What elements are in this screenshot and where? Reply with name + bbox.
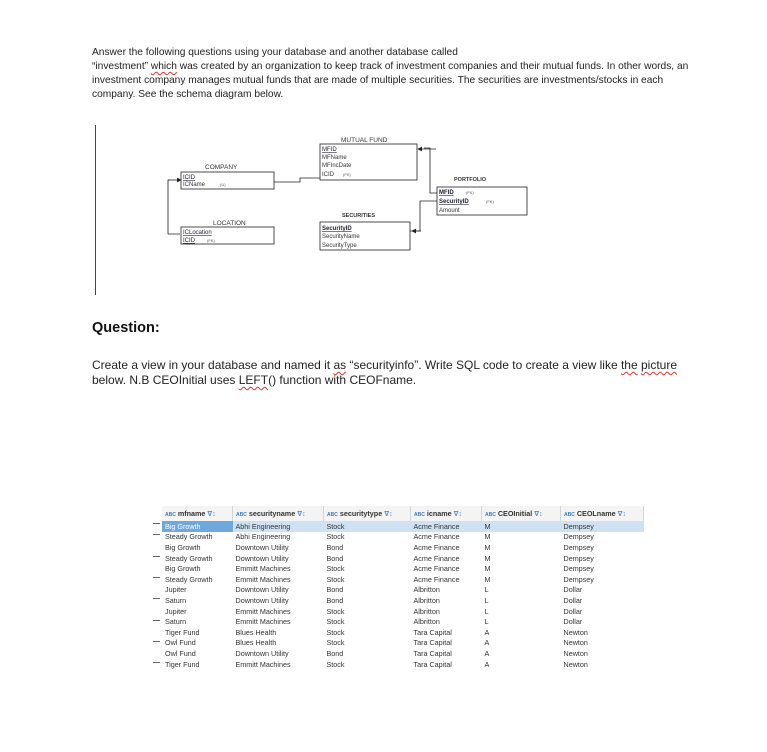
- question-text: [92, 358, 712, 388]
- intro-which: which: [150, 61, 177, 72]
- cell-icname[interactable]: Albritton: [413, 606, 440, 616]
- cell-mfname[interactable]: Big Growth: [165, 542, 201, 552]
- mutual-fund-field-4: ICID: [322, 172, 334, 178]
- location-field-1: ICLocation: [183, 230, 212, 236]
- cell-securitytype[interactable]: Bond: [326, 648, 344, 658]
- filter-icon[interactable]: ∇↕: [297, 511, 306, 518]
- cell-mfname[interactable]: Steady Growth: [165, 574, 213, 584]
- cell-securitytype[interactable]: Stock: [326, 574, 345, 584]
- cell-mfname[interactable]: Jupiter: [165, 606, 187, 616]
- cell-ceoinitial[interactable]: M: [484, 564, 491, 574]
- cell-icname[interactable]: Albritton: [413, 585, 440, 595]
- cell-mfname[interactable]: Big Growth: [165, 564, 201, 574]
- question-part-3: below. N.B CEOInitial uses: [92, 373, 239, 387]
- cell-icname[interactable]: Acme Finance: [411, 521, 482, 532]
- cell-icname[interactable]: Acme Finance: [413, 532, 460, 542]
- cell-securityname[interactable]: Abhi Engineering: [233, 521, 324, 532]
- company-title: COMPANY: [205, 164, 238, 171]
- text-type-icon: ABC: [327, 512, 338, 518]
- cell-ceoinitial[interactable]: L: [484, 595, 489, 605]
- cell-ceoinitial[interactable]: L: [484, 585, 489, 595]
- cell-mfname[interactable]: Saturn: [165, 595, 187, 605]
- cell-ceolname[interactable]: Newton: [563, 659, 588, 669]
- cell-mfname[interactable]: Owl Fund: [165, 648, 196, 658]
- mutual-fund-tag-4: (FK): [343, 172, 351, 177]
- question-left: LEFT: [238, 373, 269, 387]
- intro-quote: “investment”: [92, 61, 149, 72]
- securities-title: SECURITIES: [342, 213, 376, 219]
- question-view-name: “securityinfo”: [349, 358, 419, 372]
- filter-icon[interactable]: ∇↕: [207, 511, 216, 518]
- table-row[interactable]: [162, 595, 644, 606]
- question-heading: Question:: [92, 320, 160, 336]
- table-row[interactable]: [162, 542, 644, 553]
- row-marker: [153, 641, 160, 642]
- row-marker: [153, 577, 160, 578]
- cell-mfname[interactable]: Owl Fund: [165, 638, 196, 648]
- cell-ceolname[interactable]: Newton: [563, 638, 588, 648]
- cell-ceolname[interactable]: Newton: [563, 627, 588, 637]
- company-tag-2: (U): [220, 182, 226, 187]
- cell-ceolname[interactable]: Dempsey: [563, 542, 594, 552]
- cell-icname[interactable]: Albritton: [413, 617, 440, 627]
- cell-ceoinitial[interactable]: A: [484, 638, 490, 648]
- cell-securityname[interactable]: Downtown Utility: [235, 553, 289, 563]
- cell-icname[interactable]: Tara Capital: [413, 627, 452, 637]
- cell-securityname[interactable]: Emmitt Machines: [235, 606, 291, 616]
- text-type-icon: ABC: [236, 512, 247, 518]
- company-field-2: ICName: [183, 182, 206, 188]
- column-header-icname[interactable]: ABC icname ∇↕: [411, 506, 482, 521]
- cell-mfname[interactable]: Steady Growth: [165, 553, 213, 563]
- cell-mfname[interactable]: Tiger Fund: [165, 659, 200, 669]
- securities-field-1: SecurityID: [322, 226, 352, 232]
- company-field-1: ICID: [183, 175, 195, 181]
- mutual-fund-field-1: MFID: [322, 147, 337, 153]
- cell-securitytype[interactable]: Stock: [326, 627, 345, 637]
- cell-ceolname[interactable]: Newton: [563, 648, 588, 658]
- cell-icname[interactable]: Acme Finance: [413, 574, 460, 584]
- cell-securityname[interactable]: Downtown Utility: [235, 595, 289, 605]
- cell-securityname[interactable]: Abhi Engineering: [235, 532, 291, 542]
- cell-ceoinitial[interactable]: M: [484, 542, 491, 552]
- text-type-icon: ABC: [564, 512, 575, 518]
- cell-mfname[interactable]: Jupiter: [165, 585, 187, 595]
- cell-mfname[interactable]: Tiger Fund: [165, 627, 200, 637]
- table-row[interactable]: [162, 616, 644, 627]
- portfolio-field-1: MFID: [439, 190, 454, 196]
- question-picture: picture: [641, 358, 678, 372]
- cell-securityname[interactable]: Emmitt Machines: [235, 617, 291, 627]
- column-header-ceolname[interactable]: ABC CEOLname ∇↕: [561, 506, 644, 521]
- text-type-icon: ABC: [165, 512, 176, 518]
- grid-header: [162, 506, 644, 521]
- cell-mfname[interactable]: Big Growth: [162, 521, 233, 532]
- cell-securityname[interactable]: Emmitt Machines: [235, 574, 291, 584]
- cell-icname[interactable]: Acme Finance: [413, 542, 460, 552]
- table-row[interactable]: [162, 532, 644, 543]
- column-header-securityname[interactable]: ABC securityname ∇↕: [233, 506, 324, 521]
- column-header-ceoinitial[interactable]: ABC CEOInitial ∇↕: [482, 506, 561, 521]
- cell-ceoinitial[interactable]: M: [484, 574, 491, 584]
- table-row[interactable]: [162, 563, 644, 574]
- row-marker: [153, 598, 160, 599]
- intro-line-2-rest: was created by an organization to keep track of investment companies and their mutual funds. In other words, an: [176, 61, 689, 72]
- cell-ceolname[interactable]: Dempsey: [563, 574, 594, 584]
- table-row[interactable]: [162, 627, 644, 638]
- filter-icon[interactable]: ∇↕: [617, 511, 626, 518]
- filter-icon[interactable]: ∇↕: [453, 511, 463, 518]
- cell-ceoinitial[interactable]: M: [484, 553, 491, 563]
- filter-icon[interactable]: ∇↕: [534, 511, 543, 518]
- cell-securitytype[interactable]: Stock: [326, 564, 345, 574]
- cell-ceoinitial[interactable]: A: [484, 627, 490, 637]
- cell-icname[interactable]: Acme Finance: [413, 553, 460, 563]
- row-marker: [153, 523, 160, 524]
- cell-ceolname[interactable]: Dollar: [563, 595, 583, 605]
- cell-icname[interactable]: Albritton: [413, 595, 440, 605]
- column-header-securitytype[interactable]: ABC securitytype ∇↕: [324, 506, 411, 521]
- result-grid: [162, 506, 644, 669]
- cell-securitytype[interactable]: Stock: [326, 532, 345, 542]
- table-row[interactable]: [162, 521, 644, 532]
- cell-securityname[interactable]: Emmitt Machines: [235, 659, 291, 669]
- table-row[interactable]: [162, 659, 644, 670]
- cell-securitytype[interactable]: Bond: [326, 553, 344, 563]
- question-part-1: Create a view in your database and named it: [92, 358, 334, 372]
- cell-securitytype[interactable]: Stock: [326, 659, 345, 669]
- text-type-icon: ABC: [414, 512, 425, 518]
- cell-ceoinitial[interactable]: A: [484, 659, 490, 669]
- question-part-4: () function with CEOFname.: [268, 373, 417, 387]
- cell-mfname[interactable]: Saturn: [165, 617, 187, 627]
- cell-ceoinitial[interactable]: M: [482, 521, 561, 532]
- row-marker: [153, 534, 160, 535]
- cell-ceoinitial[interactable]: L: [484, 617, 489, 627]
- cell-ceoinitial[interactable]: A: [484, 648, 490, 658]
- securities-field-2: SecurityName: [322, 234, 360, 240]
- cell-icname[interactable]: Tara Capital: [413, 648, 452, 658]
- table-row[interactable]: [162, 638, 644, 649]
- cell-ceolname[interactable]: Dollar: [563, 585, 583, 595]
- table-row[interactable]: [162, 585, 644, 596]
- cell-securityname[interactable]: Blues Health: [235, 627, 277, 637]
- cell-securityname[interactable]: Blues Health: [235, 638, 277, 648]
- cell-securitytype[interactable]: Stock: [326, 617, 345, 627]
- mutual-fund-title: MUTUAL FUND: [341, 137, 388, 144]
- cell-securityname[interactable]: Downtown Utility: [235, 585, 289, 595]
- portfolio-tag-1: (FK): [466, 190, 474, 195]
- intro-line-1: Answer the following questions using your database and another database called: [92, 47, 458, 58]
- row-marker: [153, 556, 160, 557]
- cell-securityname[interactable]: Downtown Utility: [235, 648, 289, 658]
- cell-securitytype[interactable]: Bond: [326, 542, 344, 552]
- portfolio-field-2: SecurityID: [439, 199, 469, 205]
- table-row[interactable]: [162, 553, 644, 564]
- cell-icname[interactable]: Tara Capital: [413, 659, 452, 669]
- cell-ceolname[interactable]: Dempsey: [563, 553, 594, 563]
- cell-securityname[interactable]: Downtown Utility: [235, 542, 289, 552]
- table-row[interactable]: [162, 648, 644, 659]
- cell-securitytype[interactable]: Bond: [326, 595, 344, 605]
- filter-icon[interactable]: ∇↕: [384, 511, 393, 518]
- cell-securityname[interactable]: Emmitt Machines: [235, 564, 291, 574]
- location-tag-2: (FK): [207, 238, 215, 243]
- row-marker: [153, 620, 160, 621]
- portfolio-tag-2: (FK): [486, 199, 494, 204]
- cell-securitytype[interactable]: Bond: [326, 585, 344, 595]
- cell-ceolname[interactable]: Dollar: [563, 606, 583, 616]
- cell-ceolname[interactable]: Dempsey: [561, 521, 644, 532]
- location-title: LOCATION: [213, 220, 246, 227]
- cell-icname[interactable]: Tara Capital: [413, 638, 452, 648]
- cell-ceoinitial[interactable]: L: [484, 606, 489, 616]
- cell-ceoinitial[interactable]: M: [484, 532, 491, 542]
- mutual-fund-field-3: MFIncDate: [322, 163, 352, 169]
- table-row[interactable]: [162, 574, 644, 585]
- portfolio-title: PORTFOLIO: [454, 177, 487, 183]
- table-row[interactable]: [162, 606, 644, 617]
- cell-securitytype[interactable]: Stock: [326, 638, 345, 648]
- location-field-2: ICID: [183, 238, 195, 244]
- cell-ceolname[interactable]: Dempsey: [563, 532, 594, 542]
- mutual-fund-field-2: MFName: [322, 155, 347, 161]
- cell-icname[interactable]: Acme Finance: [413, 564, 460, 574]
- text-type-icon: ABC: [485, 512, 496, 518]
- cell-mfname[interactable]: Steady Growth: [165, 532, 213, 542]
- portfolio-field-3: Amount: [439, 208, 460, 214]
- cell-securitytype[interactable]: Stock: [326, 606, 345, 616]
- cell-securitytype[interactable]: Stock: [324, 521, 411, 532]
- question-the: the: [620, 358, 638, 372]
- question-part-2: . Write SQL code to create a view like: [418, 358, 621, 372]
- column-header-mfname[interactable]: ABC mfname ∇↕: [162, 506, 233, 521]
- question-as: as: [333, 358, 347, 372]
- intro-line-3: investment company manages mutual funds that are made of multiple securities. The securities are investments/stocks in each: [92, 75, 664, 86]
- cell-ceolname[interactable]: Dempsey: [563, 564, 594, 574]
- securities-field-3: SecurityType: [322, 243, 357, 249]
- intro-line-4: company. See the schema diagram below.: [92, 89, 284, 100]
- row-marker: [153, 662, 160, 663]
- cell-ceolname[interactable]: Dollar: [563, 617, 583, 627]
